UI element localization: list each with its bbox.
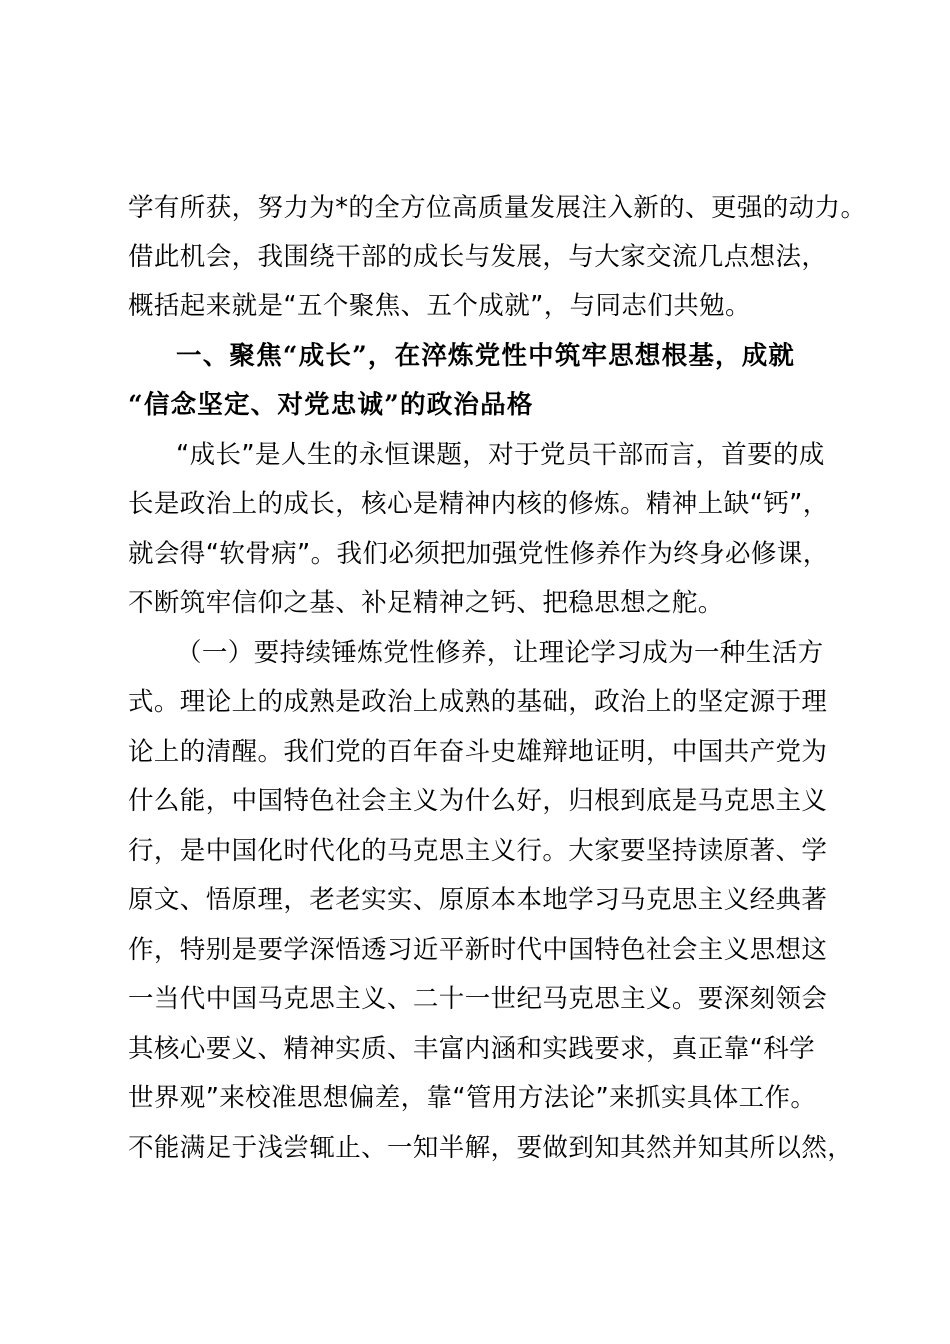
paragraph-line: 其核心要义、精神实质、丰富内涵和实践要求，真正靠“科学: [128, 1034, 816, 1064]
paragraph-line: 行，是中国化时代化的马克思主义行。大家要坚持读原著、学: [128, 836, 828, 866]
paragraph-line: 学有所获，努力为*的全方位高质量发展注入新的、更强的动力。: [128, 193, 867, 223]
paragraph-line: 一当代中国马克思主义、二十一世纪马克思主义。要深刻领会: [128, 984, 828, 1014]
paragraph-line: 不能满足于浅尝辄止、一知半解，要做到知其然并知其所以然，: [128, 1133, 854, 1163]
paragraph-line: 概括起来就是“五个聚焦、五个成就”，与同志们共勉。: [128, 291, 751, 321]
paragraph-line: “成长”是人生的永恒课题，对于党员干部而言，首要的成: [176, 440, 825, 470]
paragraph-line: 世界观”来校准思想偏差，靠“管用方法论”来抓实具体工作。: [128, 1083, 817, 1113]
paragraph-line: 论上的清醒。我们党的百年奋斗史雄辩地证明，中国共产党为: [128, 737, 828, 767]
section-heading-line: 一、聚焦“成长”，在淬炼党性中筑牢思想根基，成就: [176, 341, 796, 371]
paragraph-line: 不断筑牢信仰之基、补足精神之钙、把稳思想之舵。: [128, 588, 724, 618]
paragraph-line: 原文、悟原理，老老实实、原原本本地学习马克思主义经典著: [128, 885, 828, 915]
paragraph-line: 长是政治上的成长，核心是精神内核的修炼。精神上缺“钙”，: [128, 489, 829, 519]
paragraph-line: 就会得“软骨病”。我们必须把加强党性修养作为终身必修课，: [128, 539, 829, 569]
paragraph-line: 借此机会，我围绕干部的成长与发展，与大家交流几点想法，: [128, 242, 828, 272]
section-heading-line: “信念坚定、对党忠诚”的政治品格: [128, 390, 534, 420]
subsection-heading-line: （一）要持续锤炼党性修养，让理论学习成为一种生活方: [176, 638, 824, 668]
paragraph-line: 式。理论上的成熟是政治上成熟的基础，政治上的坚定源于理: [128, 687, 828, 717]
paragraph-line: 什么能，中国特色社会主义为什么好，归根到底是马克思主义: [128, 786, 828, 816]
paragraph-line: 作，特别是要学深悟透习近平新时代中国特色社会主义思想这: [128, 935, 828, 965]
